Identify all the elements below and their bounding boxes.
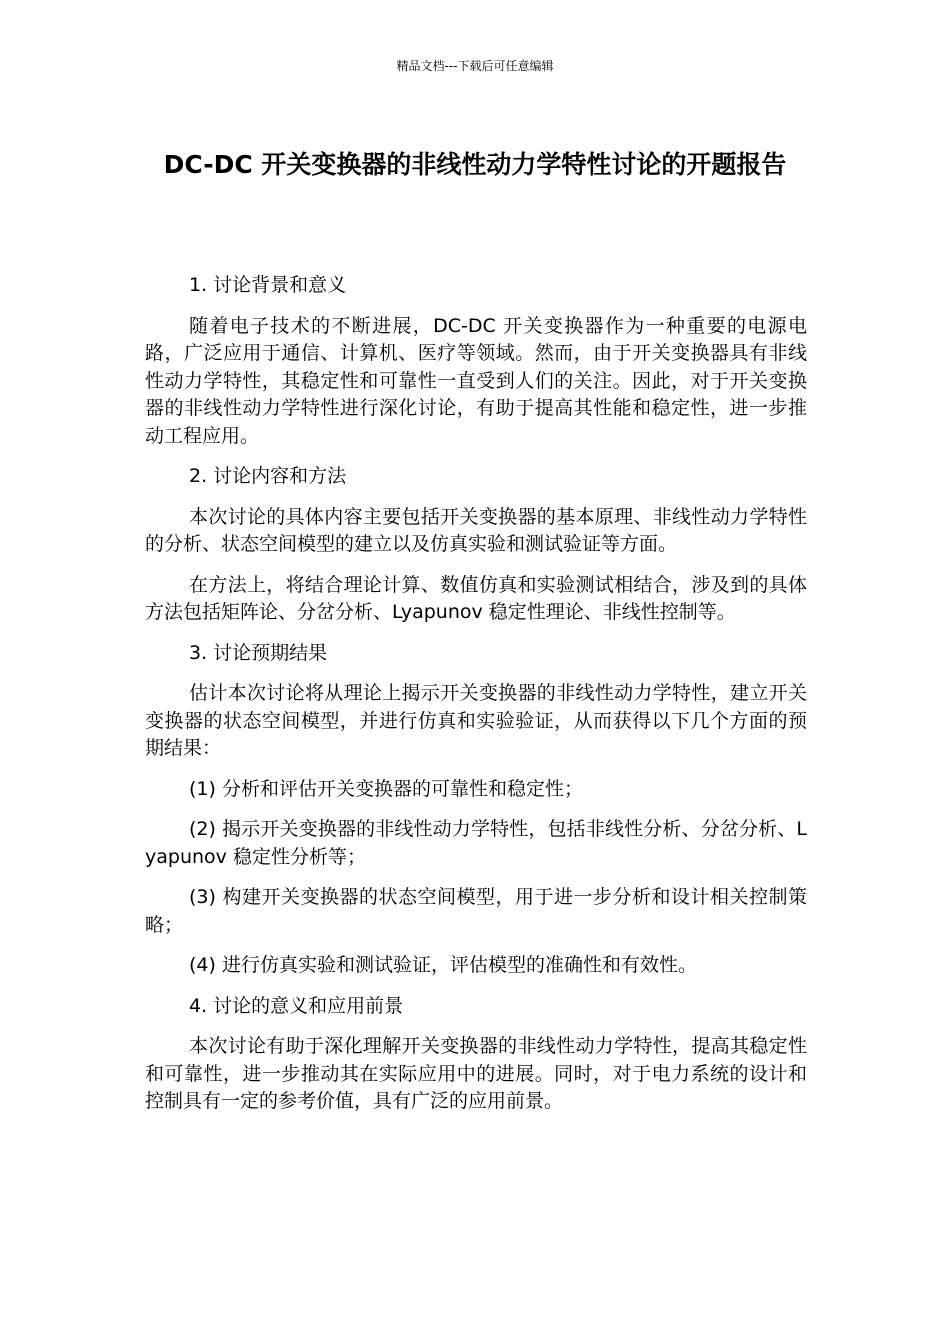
header-watermark: 精品文档---下载后可任意编辑 [396,59,554,73]
list-item: (1) 分析和评估开关变换器的可靠性和稳定性； [189,777,583,800]
paragraph: 估计本次讨论将从理论上揭示开关变换器的非线性动力学特性，建立开关变换器的状态空间模型，并进行仿真和实验验证，从而获得以下几个方面的预期结果： [145,682,807,759]
paragraph: 本次讨论的具体内容主要包括开关变换器的基本原理、非线性动力学特性的分析、状态空间模型的建立以及仿真实验和测试验证等方面。 [145,505,807,555]
section-heading: 4. 讨论的意义和应用前景 [189,994,404,1017]
list-item: (2) 揭示开关变换器的非线性动力学特性，包括非线性分析、分岔分析、Lyapunov 稳定性分析等； [145,818,807,868]
section-heading: 2. 讨论内容和方法 [189,465,347,487]
paragraph: 随着电子技术的不断进展，DC-DC 开关变换器作为一种重要的电源电路，广泛应用于通信、计算机、医疗等领域。然而，由于开关变换器具有非线性动力学特性，其稳定性和可靠性一直受到人们的关注。因此，对于开关变换器的非线性动力学特性进行深化讨论，有助于提高其性能和稳定性，进一步推动工程应用。 [145,314,807,447]
list-item: (3) 构建开关变换器的状态空间模型，用于进一步分析和设计相关控制策略； [145,886,807,936]
document-body [145,272,807,1129]
paragraph: 本次讨论有助于深化理解开关变换器的非线性动力学特性，提高其稳定性和可靠性，进一步推动其在实际应用中的进展。同时，对于电力系统的设计和控制具有一定的参考价值，具有广泛的应用前景。 [145,1035,807,1112]
paragraph: 在方法上，将结合理论计算、数值仿真和实验测试相结合，涉及到的具体方法包括矩阵论、分岔分析、Lyapunov 稳定性理论、非线性控制等。 [145,573,807,623]
list-item: (4) 进行仿真实验和测试验证，评估模型的准确性和有效性。 [189,954,697,976]
document-title: DC-DC 开关变换器的非线性动力学特性讨论的开题报告 [163,150,787,179]
section-heading: 3. 讨论预期结果 [189,641,328,664]
section-heading: 1. 讨论背景和意义 [189,274,347,296]
